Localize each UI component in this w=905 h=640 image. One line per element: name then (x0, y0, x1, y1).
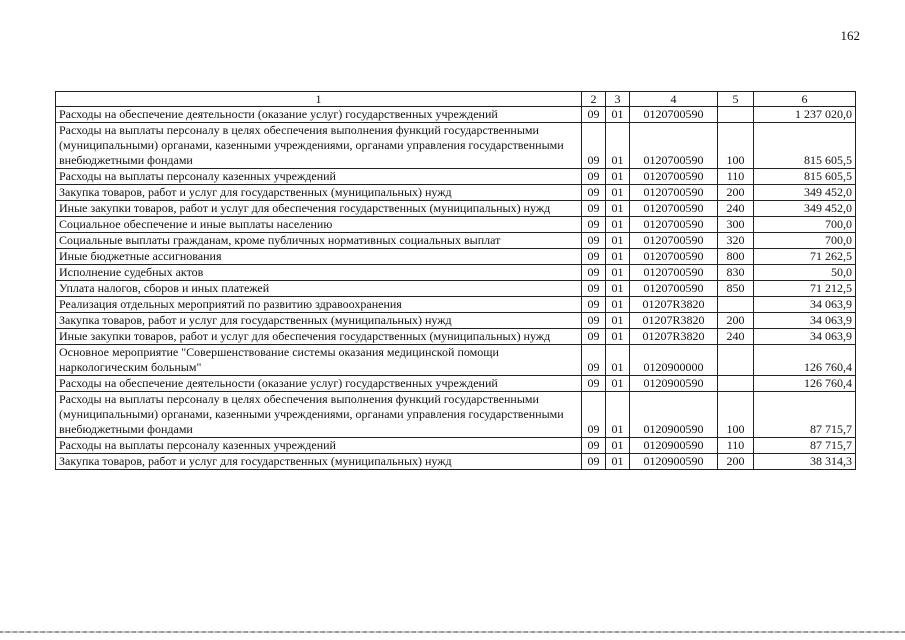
cell-target-code: 01207R3820 (630, 329, 718, 345)
cell-section: 09 (582, 281, 606, 297)
table-row (56, 313, 856, 329)
cell-subsection: 01 (606, 297, 630, 313)
cell-amount: 815 605,5 (754, 123, 856, 169)
cell-name: Расходы на обеспечение деятельности (оказание услуг) государственных учреждений (56, 376, 582, 392)
cell-amount: 700,0 (754, 217, 856, 233)
cell-target-code: 0120700590 (630, 185, 718, 201)
column-header-1: 1 (56, 92, 582, 107)
cell-amount: 349 452,0 (754, 201, 856, 217)
table-row (56, 454, 856, 470)
cell-name: Иные закупки товаров, работ и услуг для обеспечения государственных (муниципальных) нужд (56, 329, 582, 345)
table-row (56, 392, 856, 438)
cell-section: 09 (582, 392, 606, 438)
cell-expense-type: 200 (718, 313, 754, 329)
cell-name: Исполнение судебных актов (56, 265, 582, 281)
cell-target-code: 0120700590 (630, 265, 718, 281)
table-row (56, 376, 856, 392)
cell-amount: 34 063,9 (754, 329, 856, 345)
cell-expense-type: 200 (718, 454, 754, 470)
cell-subsection: 01 (606, 376, 630, 392)
cell-target-code: 0120700590 (630, 107, 718, 123)
cell-expense-type: 240 (718, 329, 754, 345)
cell-section: 09 (582, 297, 606, 313)
cell-amount: 87 715,7 (754, 438, 856, 454)
cell-amount: 1 237 020,0 (754, 107, 856, 123)
table-row (56, 107, 856, 123)
cell-section: 09 (582, 265, 606, 281)
table-row (56, 438, 856, 454)
column-header-3: 3 (606, 92, 630, 107)
cell-subsection: 01 (606, 265, 630, 281)
cell-name: Закупка товаров, работ и услуг для государственных (муниципальных) нужд (56, 185, 582, 201)
cell-expense-type (718, 345, 754, 376)
cell-section: 09 (582, 201, 606, 217)
cell-expense-type: 110 (718, 438, 754, 454)
cell-section: 09 (582, 169, 606, 185)
table-row (56, 249, 856, 265)
table-row (56, 169, 856, 185)
cell-expense-type (718, 107, 754, 123)
cell-expense-type: 100 (718, 392, 754, 438)
column-header-4: 4 (630, 92, 718, 107)
table-header-row (56, 92, 856, 107)
table-row (56, 265, 856, 281)
cell-name: Закупка товаров, работ и услуг для государственных (муниципальных) нужд (56, 313, 582, 329)
cell-subsection: 01 (606, 345, 630, 376)
cell-section: 09 (582, 107, 606, 123)
cell-amount: 126 760,4 (754, 345, 856, 376)
cell-subsection: 01 (606, 392, 630, 438)
cell-subsection: 01 (606, 201, 630, 217)
cell-name: Иные бюджетные ассигнования (56, 249, 582, 265)
cell-amount: 700,0 (754, 233, 856, 249)
cell-expense-type: 850 (718, 281, 754, 297)
cell-target-code: 0120900590 (630, 376, 718, 392)
cell-target-code: 0120700590 (630, 123, 718, 169)
cell-section: 09 (582, 376, 606, 392)
cell-target-code: 0120700590 (630, 217, 718, 233)
cell-section: 09 (582, 123, 606, 169)
table-row (56, 217, 856, 233)
column-header-2: 2 (582, 92, 606, 107)
cell-section: 09 (582, 345, 606, 376)
cell-subsection: 01 (606, 217, 630, 233)
cell-name: Социальное обеспечение и иные выплаты населению (56, 217, 582, 233)
cell-name: Закупка товаров, работ и услуг для государственных (муниципальных) нужд (56, 454, 582, 470)
table-row (56, 345, 856, 376)
cell-subsection: 01 (606, 281, 630, 297)
cell-expense-type: 240 (718, 201, 754, 217)
cell-amount: 50,0 (754, 265, 856, 281)
cell-name: Расходы на выплаты персоналу в целях обеспечения выполнения функций государственными (муниципальными) органами, казенными учреждениями, органами управления государственными внебюджетными фондами (56, 123, 582, 169)
cell-subsection: 01 (606, 329, 630, 345)
cell-target-code: 0120700590 (630, 233, 718, 249)
cell-expense-type: 200 (718, 185, 754, 201)
table-row (56, 281, 856, 297)
cell-amount: 34 063,9 (754, 297, 856, 313)
cell-subsection: 01 (606, 123, 630, 169)
cell-name: Расходы на выплаты персоналу в целях обеспечения выполнения функций государственными (муниципальными) органами, казенными учреждениями, органами управления государственными внебюджетными фондами (56, 392, 582, 438)
cell-name: Реализация отдельных мероприятий по развитию здравоохранения (56, 297, 582, 313)
cell-expense-type: 830 (718, 265, 754, 281)
table-row (56, 233, 856, 249)
cell-expense-type: 110 (718, 169, 754, 185)
cell-section: 09 (582, 313, 606, 329)
cell-expense-type: 320 (718, 233, 754, 249)
cell-amount: 815 605,5 (754, 169, 856, 185)
cell-amount: 349 452,0 (754, 185, 856, 201)
cell-name: Социальные выплаты гражданам, кроме публичных нормативных социальных выплат (56, 233, 582, 249)
cell-name: Основное мероприятие "Совершенствование системы оказания медицинской помощи наркологическим больным" (56, 345, 582, 376)
cell-subsection: 01 (606, 185, 630, 201)
cell-target-code: 01207R3820 (630, 313, 718, 329)
table-body (56, 107, 856, 470)
cell-target-code: 0120700590 (630, 249, 718, 265)
cell-name: Расходы на выплаты персоналу казенных учреждений (56, 438, 582, 454)
table-row (56, 185, 856, 201)
cell-section: 09 (582, 233, 606, 249)
cell-target-code: 0120900000 (630, 345, 718, 376)
cell-target-code: 01207R3820 (630, 297, 718, 313)
cell-subsection: 01 (606, 107, 630, 123)
cell-amount: 71 212,5 (754, 281, 856, 297)
cell-amount: 38 314,3 (754, 454, 856, 470)
page-number: 162 (840, 28, 860, 43)
table-row (56, 297, 856, 313)
cell-name: Иные закупки товаров, работ и услуг для обеспечения государственных (муниципальных) нужд (56, 201, 582, 217)
cell-name: Расходы на обеспечение деятельности (оказание услуг) государственных учреждений (56, 107, 582, 123)
cell-expense-type: 100 (718, 123, 754, 169)
cell-target-code: 0120700590 (630, 169, 718, 185)
cell-amount: 34 063,9 (754, 313, 856, 329)
column-header-6: 6 (754, 92, 856, 107)
cell-section: 09 (582, 217, 606, 233)
cell-section: 09 (582, 329, 606, 345)
cell-section: 09 (582, 438, 606, 454)
budget-table (55, 91, 856, 470)
cell-target-code: 0120900590 (630, 392, 718, 438)
cell-expense-type: 800 (718, 249, 754, 265)
cell-section: 09 (582, 454, 606, 470)
cell-subsection: 01 (606, 169, 630, 185)
column-header-5: 5 (718, 92, 754, 107)
cell-subsection: 01 (606, 313, 630, 329)
scan-artifact-line (0, 631, 905, 633)
cell-expense-type: 300 (718, 217, 754, 233)
cell-subsection: 01 (606, 233, 630, 249)
cell-name: Уплата налогов, сборов и иных платежей (56, 281, 582, 297)
cell-amount: 71 262,5 (754, 249, 856, 265)
cell-expense-type (718, 297, 754, 313)
cell-target-code: 0120900590 (630, 454, 718, 470)
cell-amount: 87 715,7 (754, 392, 856, 438)
table-row (56, 201, 856, 217)
cell-subsection: 01 (606, 249, 630, 265)
cell-target-code: 0120700590 (630, 281, 718, 297)
cell-name: Расходы на выплаты персоналу казенных учреждений (56, 169, 582, 185)
table-row (56, 329, 856, 345)
cell-expense-type (718, 376, 754, 392)
cell-subsection: 01 (606, 454, 630, 470)
table-row (56, 123, 856, 169)
cell-subsection: 01 (606, 438, 630, 454)
cell-section: 09 (582, 185, 606, 201)
cell-amount: 126 760,4 (754, 376, 856, 392)
cell-target-code: 0120900590 (630, 438, 718, 454)
cell-target-code: 0120700590 (630, 201, 718, 217)
cell-section: 09 (582, 249, 606, 265)
